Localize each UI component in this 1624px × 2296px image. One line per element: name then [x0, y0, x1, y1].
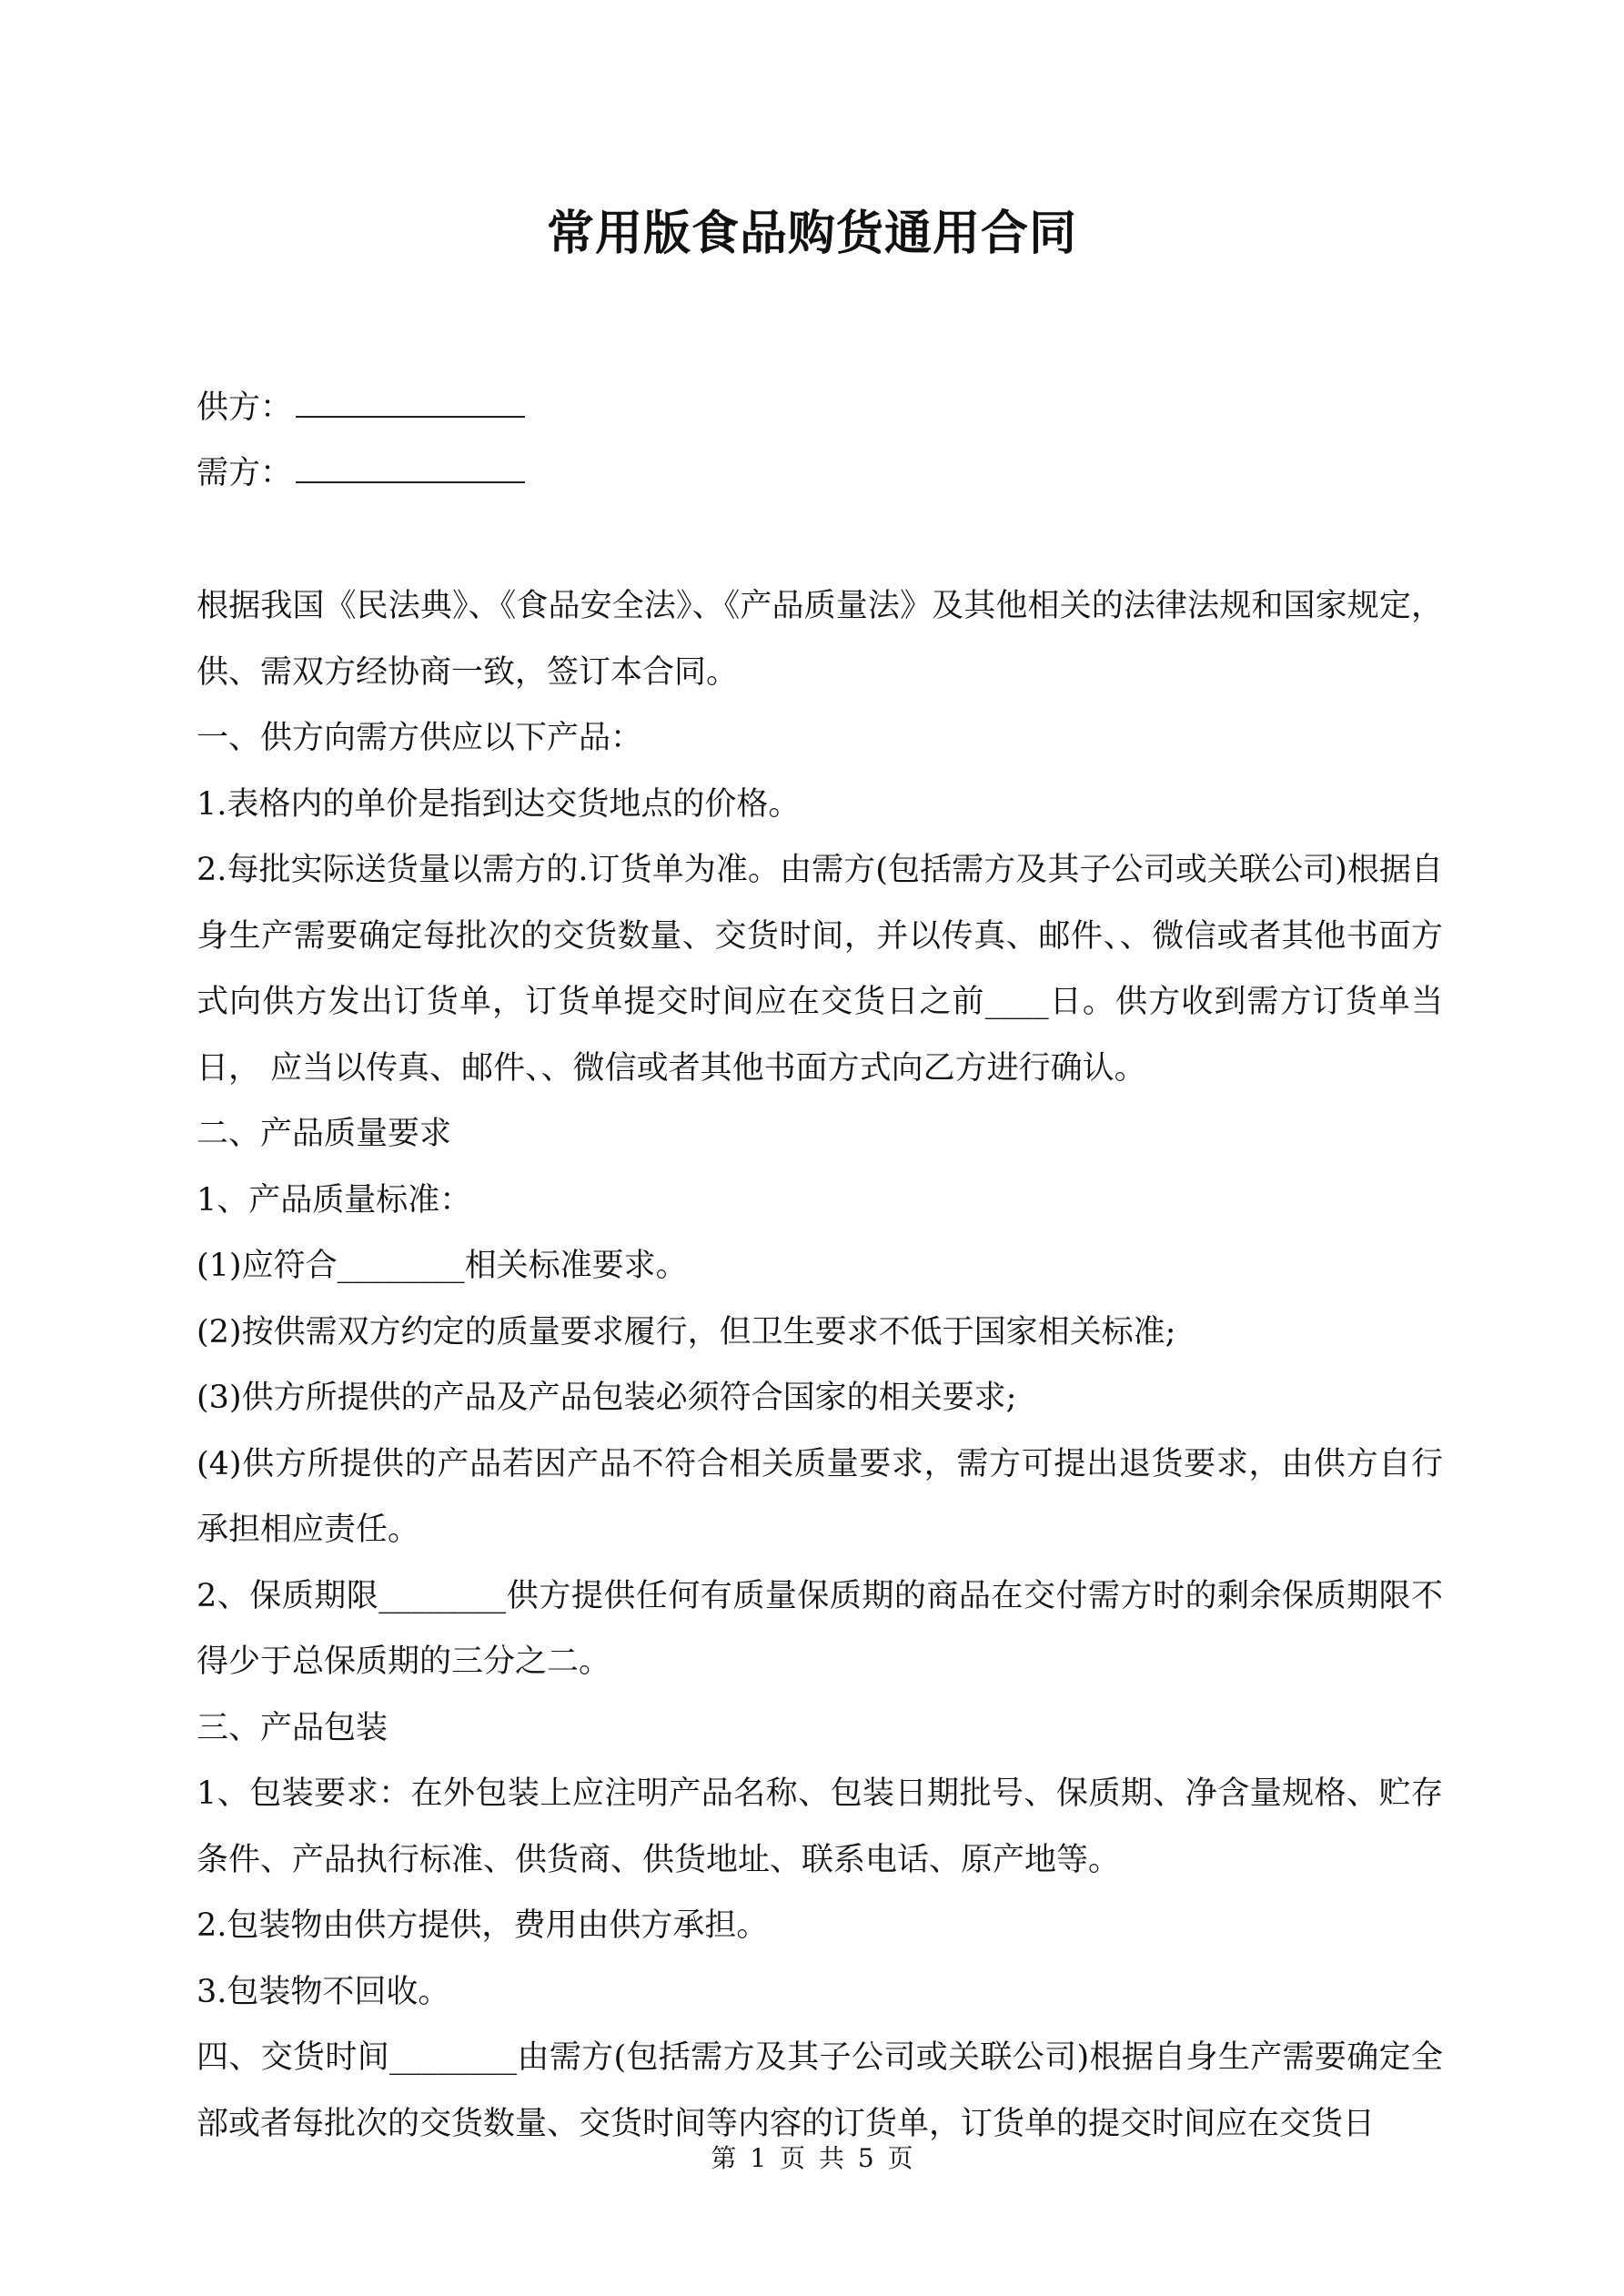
- paragraph: 1、包装要求：在外包装上应注明产品名称、包装日期批号、保质期、净含量规格、贮存条件、产品执行标准、供货商、供货地址、联系电话、原产地等。: [197, 1775, 1443, 1878]
- supplier-blank: [296, 389, 525, 418]
- paragraph: (1)应符合________相关标准要求。: [197, 1248, 688, 1284]
- section-heading: 四、交货时间________由需方(包括需方及其子公司或关联公司)根据自身生产需要确定全部或者每批次的交货数量、交货时间等内容的订货单，订货单的提交时间应在交货日: [197, 2039, 1443, 2142]
- paragraph: (4)供方所提供的产品若因产品不符合相关质量要求，需方可提出退货要求，由供方自行承担相应责任。: [197, 1445, 1443, 1548]
- paragraph: 2.包装物由供方提供，费用由供方承担。: [197, 1907, 769, 1944]
- supplier-line: [197, 386, 525, 430]
- paragraph: 2、保质期限________供方提供任何有质量保质期的商品在交付需方时的剩余保质期限不得少于总保质期的三分之二。: [197, 1577, 1443, 1680]
- buyer-line: [197, 451, 525, 495]
- paragraph: 1、产品质量标准：: [197, 1181, 472, 1219]
- buyer-blank: [296, 454, 525, 483]
- section-heading: 二、产品质量要求: [197, 1116, 452, 1152]
- paragraph: 3.包装物不回收。: [197, 1973, 450, 2010]
- section-heading: 一、供方向需方供应以下产品：: [197, 720, 643, 756]
- buyer-label: 需方：: [197, 455, 293, 491]
- page-title: 常用版食品购货通用合同: [546, 206, 1077, 261]
- section-heading: 三、产品包装: [197, 1709, 388, 1746]
- paragraph: 2.每批实际送货量以需方的.订货单为准。由需方(包括需方及其子公司或关联公司)根据自身生产需要确定每批次的交货数量、交货时间，并以传真、邮件、、微信或者其他书面方式向供方发出订货单，订货单提交时间应在交货日之前____日。供方收到需方订货单当日， 应当以传真、邮件、、微信或者其他书面方式向乙方进行确认。: [197, 852, 1443, 1087]
- paragraph: (2)按供需双方约定的质量要求履行，但卫生要求不低于国家相关标准;: [197, 1313, 1176, 1350]
- paragraph: 根据我国《民法典》、《食品安全法》、《产品质量法》及其他相关的法律法规和国家规定，供、需双方经协商一致，签订本合同。: [197, 588, 1443, 691]
- contract-body: [197, 573, 1443, 2157]
- page-footer: 第 1 页 共 5 页: [711, 2143, 913, 2173]
- paragraph: 1.表格内的单价是指到达交货地点的价格。: [197, 785, 801, 823]
- supplier-label: 供方：: [197, 389, 293, 426]
- paragraph: (3)供方所提供的产品及产品包装必须符合国家的相关要求;: [197, 1380, 1017, 1416]
